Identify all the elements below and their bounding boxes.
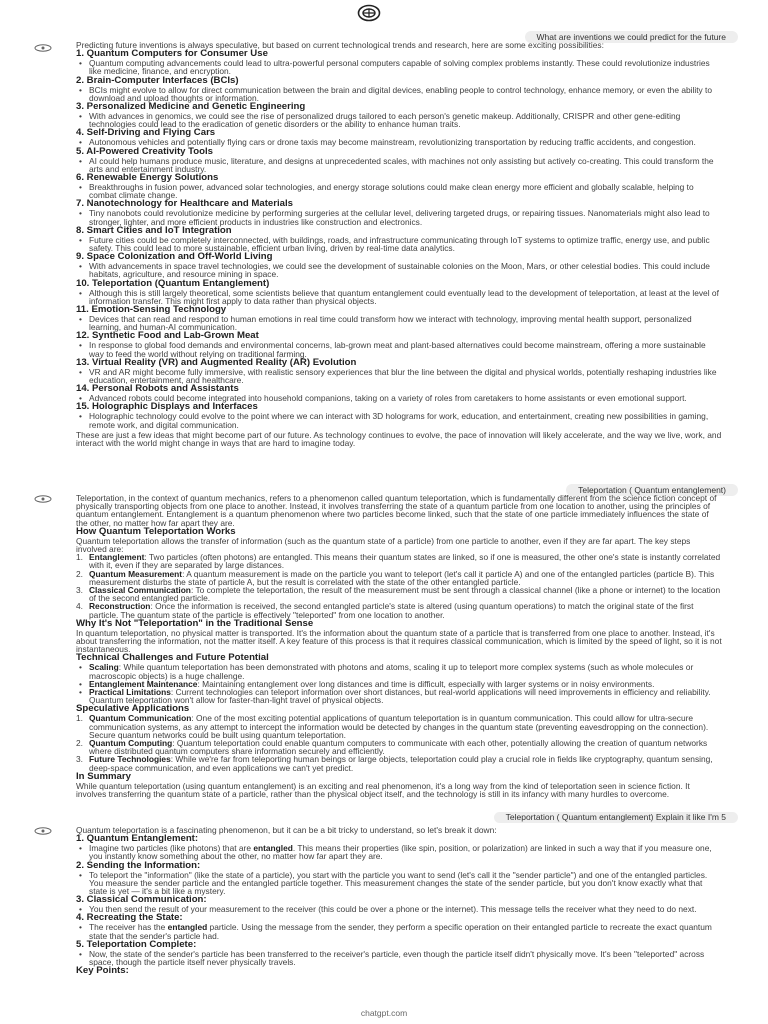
- list-item-heading: 6. Renewable Energy Solutions: [76, 172, 219, 184]
- assistant-avatar-icon: [34, 495, 52, 503]
- item-label: Practical Limitations: [89, 687, 171, 698]
- message-intro: Teleportation, in the context of quantum mechanics, refers to a phenomenon called quantum teleportation, which is fundamentally different from the science fiction concept of physically transporting objects from one place to another. Instead, it involves transferring the state of a quantum particle from one location to another, using the principles of quantum entanglement. Entanglement is a quantum phenomenon where two particles become linked, such that the state of one particle immediately influences the state of the other, no matter how far apart they are.: [76, 493, 717, 528]
- list-item-heading: 11. Emotion-Sensing Technology: [76, 304, 227, 316]
- item-label: Scaling: [89, 662, 119, 673]
- list-item-heading: 9. Space Colonization and Off-World Living: [76, 251, 273, 263]
- step-text-pre: Now, the state of the sender's particle has been transferred to the receiver's particle, even though the particle itself didn't physically move. It's been "teleported" across space, though the particle itself never physically travels.: [89, 948, 705, 968]
- step-text-pre: Imagine two particles (like photons) that are: [89, 843, 254, 854]
- numbered-item: 3. Future Technologies: While we're far from teleporting human beings or large objects, teleportation could play a crucial role in fields like cryptography, quantum sensing, deep-space communication, and even applications we can't yet predict.: [76, 754, 713, 773]
- invention-list: [76, 49, 722, 429]
- item-label: Quantum Communication: [89, 713, 192, 724]
- step-text-post: . This means their properties (like spin, position, or polarization) are linked in such a way that if you measure one, you instantly know something about the other, no matter how far apart they are.: [89, 843, 712, 862]
- assistant-avatar-icon: [34, 44, 52, 52]
- assistant-message: [76, 494, 722, 798]
- list-item-heading: 7. Nanotechnology for Healthcare and Materials: [76, 198, 293, 210]
- assistant-message: [76, 41, 722, 447]
- list-item-text: • In response to global food demands and environmental concerns, lab-grown meat and plant-based alternatives could become mainstream, offering a more sustainable way to feed the world without relying on traditional farming.: [76, 341, 722, 357]
- list-item-heading: 2. Brain-Computer Interfaces (BCIs): [76, 74, 239, 86]
- list-item-heading: 12. Synthetic Food and Lab-Grown Meat: [76, 330, 259, 342]
- numbered-item: 2. Quantum Measurement: A quantum measurement is made on the particle you want to teleport (let's call it particle A) and one of the entangled particles (particle B). This measurement disturbs the state of particle A, but the result is correlated with the state of the other entangled particle.: [76, 568, 715, 587]
- step-heading: 3. Classical Communication:: [76, 894, 207, 906]
- section-heading: Technical Challenges and Future Potential: [76, 652, 269, 664]
- openai-logo-icon: [357, 4, 381, 22]
- step-text-post: particle. Using the message from the sender, they perform a specific operation on their entangled particle to recreate the exact quantum state that the sender's particle had.: [89, 922, 712, 941]
- section-heading: Speculative Applications: [76, 703, 190, 715]
- user-message: Teleportation ( Quantum entanglement) Explain it like I'm 5: [494, 812, 738, 823]
- list-item-text: • Advanced robots could become integrated into household companions, taking on a variety of roles from caretakers to home assistants or even emotional support.: [76, 394, 722, 402]
- step-heading: 1. Quantum Entanglement:: [76, 833, 199, 845]
- numbered-item: 2. Quantum Computing: Quantum teleportation could enable quantum computers to communicate with each other, potentially allowing the creation of quantum networks where distributed quantum computers share information securely and efficiently.: [76, 738, 708, 757]
- item-label: Entanglement: [89, 552, 145, 563]
- step-text: [76, 844, 722, 860]
- step-heading: 5. Teleportation Complete:: [76, 938, 197, 950]
- numbered-item: 1. Quantum Communication: One of the most exciting potential applications of quantum teleportation is in quantum communication. This could allow for ultra-secure communication systems, as any attempt to intercept the information would be detected by changes in the quantum state (preventing eavesdropping on the connection). Secure quantum networks could be built using quantum teleportation.: [76, 713, 709, 740]
- step-heading: 2. Sending the Information:: [76, 859, 201, 871]
- list-item-text: • Autonomous vehicles and potentially flying cars or drone taxis may become mainstream, revolutionizing transportation by reducing traffic accidents, and congestion.: [76, 138, 722, 146]
- list-item-text: • Quantum computing advancements could lead to ultra-powerful personal computers capable of solving complex problems instantly. These could revolutionize industries like medicine, finance, and encryption.: [76, 59, 722, 75]
- item-text: : While quantum teleportation has been demonstrated with photons and atoms, scaling it up to teleport more complex systems (such as whole molecules or macroscopic objects) is a huge challenge.: [89, 662, 694, 681]
- footer-domain: chatgpt.com: [360, 1008, 408, 1018]
- list-item-text: • VR and AR might become fully immersive, with realistic sensory experiences that blur the line between the digital and physical worlds, potentially reshaping industries like education, entertainment, and healthcare.: [76, 368, 722, 384]
- user-message: What are inventions we could predict for the future: [525, 31, 738, 43]
- numbered-item: 4. Reconstruction: Once the information is received, the second entangled particle's state is altered (using quantum operations) to match the original state of the first particle. The quantum state of the particle is effectively "teleported" from one location to another.: [76, 601, 694, 620]
- message-intro: Quantum teleportation is a fascinating phenomenon, but it can be a bit tricky to understand, so let's break it down:: [76, 825, 497, 835]
- section-heading: In Summary: [76, 770, 131, 782]
- item-label: Entanglement Maintenance: [89, 678, 198, 689]
- step-text: [76, 905, 722, 913]
- step-text: [76, 950, 722, 966]
- step-text-pre: The receiver has the: [89, 922, 168, 933]
- step-text-bold: entangled: [167, 922, 208, 933]
- section-lead: While quantum teleportation (using quantum entanglement) is an exciting and real phenomenon, it's a long way from the kind of teleportation seen in science fiction. It involves transferring the quantum state of a particle, rather than the physical object itself, and the technology is still in its infancy with many hurdles to overcome.: [76, 780, 690, 800]
- list-item-text: • Breakthroughs in fusion power, advanced solar technologies, and energy storage solutions could make clean energy more efficient and globally scalable, helping to combat climate change.: [76, 183, 722, 199]
- list-item-text: • Future cities could be completely interconnected, with buildings, roads, and infrastructure communicating through IoT systems to optimize traffic, energy use, and public safety. This could lead to more sustainable, efficient urban living, driven by real-time data analytics.: [76, 236, 722, 252]
- item-label: Quantum Computing: [89, 738, 173, 749]
- assistant-avatar-icon: [34, 827, 52, 835]
- step-heading: 4. Recreating the State:: [76, 912, 183, 924]
- message-intro: Predicting future inventions is always speculative, but based on current technological trends and research, here are some exciting possibilities:: [76, 40, 604, 50]
- item-label: Quantum Measurement: [89, 568, 183, 579]
- message-outro: These are just a few ideas that might become part of our future. As technology continues to evolve, the pace of innovation will likely accelerate, and the way we live, work, and interact with the world might change in ways that are hard to imagine today.: [76, 429, 722, 449]
- list-item-text: • Although this is still largely theoretical, some scientists believe that quantum entanglement could eventually lead to the development of teleportation, at least at the level of information transfer. This might first apply to data rather than physical objects.: [76, 289, 722, 305]
- item-text: : Quantum teleportation could enable quantum computers to communicate with each other, potentially allowing the creation of quantum networks where distributed quantum computers share information securely and efficiently.: [89, 738, 708, 757]
- section-heading: How Quantum Teleportation Works: [76, 525, 236, 537]
- item-text: : A quantum measurement is made on the particle you want to teleport (let's call it particle A) and one of the entangled particles (particle B). This measurement disturbs the state of particle A, but the result is correlated with the state of the other entangled particle.: [89, 568, 715, 587]
- section-lead: Quantum teleportation allows the transfer of information (such as the quantum state of a particle) from one particle to another, even if they are far apart. The key steps involved are:: [76, 535, 691, 555]
- list-item-heading: 15. Holographic Displays and Interfaces: [76, 401, 258, 413]
- item-text: : Current technologies can teleport information over short distances, but real-world applications will need improvements in efficiency and reliability. Quantum teleportation won't allow for faster-than-light travel of physical objects.: [89, 687, 711, 706]
- item-text: : To complete the teleportation, the result of the measurement must be sent through a classical channel (like a phone or internet) to the location of the second entangled particle.: [89, 585, 721, 604]
- item-label: Future Technologies: [89, 754, 171, 765]
- list-item-heading: 13. Virtual Reality (VR) and Augmented Reality (AR) Evolution: [76, 356, 357, 368]
- list-item-text: • Tiny nanobots could revolutionize medicine by performing surgeries at the cellular level, delivering targeted drugs, or repairing tissues. Nanomaterials might also lead to stronger, lighter, and more efficient products in industries like construction and electronics.: [76, 209, 722, 225]
- section-heading: Why It's Not "Teleportation" in the Traditional Sense: [76, 617, 314, 629]
- numbered-item: 3. Classical Communication: To complete the teleportation, the result of the measurement must be sent through a classical channel (like a phone or internet) to the location of the second entangled particle.: [76, 585, 721, 604]
- list-item-text: • BCIs might evolve to allow for direct communication between the brain and digital devices, enabling people to control technology, enhance memory, or even the ability to download and upload thoughts or information.: [76, 86, 722, 102]
- list-item-heading: 8. Smart Cities and IoT Integration: [76, 224, 232, 236]
- list-item-text: • With advancements in space travel technologies, we could see the development of sustainable colonies on the Moon, Mars, or other celestial bodies. This could include habitats, agriculture, and resource mining in space.: [76, 262, 722, 278]
- item-label: Reconstruction: [89, 601, 151, 612]
- item-text: : Once the information is received, the second entangled particle's state is altered (using quantum operations) to match the original state of the first particle. The quantum state of the particle is effectively "teleported" from one location to another.: [89, 601, 694, 620]
- closing-heading: Key Points:: [76, 965, 129, 977]
- numbered-item: 1. Entanglement: Two particles (often photons) are entangled. This means their quantum states are linked, so if one is measured, the other one's state is instantly correlated with it, even if they are separated by large distances.: [76, 552, 721, 571]
- assistant-message: [76, 826, 722, 976]
- item-text: : Maintaining entanglement over long distances and time is difficult, especially with larger systems or in noisy environments.: [197, 678, 655, 689]
- list-item-heading: 5. AI-Powered Creativity Tools: [76, 145, 214, 157]
- step-text-bold: entangled: [253, 843, 293, 854]
- list-item-heading: 3. Personalized Medicine and Genetic Engineering: [76, 101, 306, 113]
- bullet-item: [76, 688, 722, 704]
- step-text: [76, 923, 722, 939]
- list-item-heading: 4. Self-Driving and Flying Cars: [76, 127, 216, 139]
- list-item-heading: 10. Teleportation (Quantum Entanglement): [76, 277, 270, 289]
- item-text: : One of the most exciting potential applications of quantum teleportation is in quantum communication. This could allow for ultra-secure communication systems, as any attempt to intercept the information would be detected by changes in the quantum state (preventing eavesdropping on the connection). Secure quantum networks could be built using quantum teleportation.: [89, 713, 709, 740]
- item-label: Classical Communication: [89, 585, 191, 596]
- step-text-pre: You then send the result of your measurement to the receiver (this could be over a phone or the internet). This message tells the receiver what they need to do next.: [89, 904, 697, 915]
- list-item-text: • Holographic technology could evolve to the point where we can interact with 3D holograms for work, education, and entertainment, creating new possibilities in gaming, remote work, and digital communication.: [76, 412, 722, 428]
- item-text: : While we're far from teleporting human beings or large objects, teleportation could play a crucial role in fields like cryptography, quantum sensing, deep-space communication, and even applications we can't yet predict.: [89, 754, 713, 773]
- list-item-text: • With advances in genomics, we could see the rise of personalized drugs tailored to each person's genetic makeup. Additionally, CRISPR and other gene-editing technologies could lead to the eradication of genetic disorders or the ability to enhance human traits.: [76, 112, 722, 128]
- user-message: Teleportation ( Quantum entanglement): [566, 484, 738, 496]
- step-text: [76, 871, 722, 896]
- list-item-heading: 14. Personal Robots and Assistants: [76, 383, 239, 395]
- item-text: : Two particles (often photons) are entangled. This means their quantum states are linked, so if one is measured, the other one's state is instantly correlated with it, even if they are separated by large distances.: [89, 552, 721, 571]
- step-text-pre: To teleport the "information" (like the state of a particle), you start with the particle you want to send (let's call it the "sender particle") and one of the entangled particles. You measure the sender particle and the entangled particle together. This measurement changes the state of the sender particle, but you don't know exactly what that state is yet — it's a bit like a mystery.: [89, 869, 708, 897]
- list-item-text: • AI could help humans produce music, literature, and designs at unprecedented scales, with machines not only assisting but actively co-creating. This could transform the arts and entertainment industry.: [76, 157, 722, 173]
- bullet-item: [76, 663, 722, 679]
- list-item-heading: 1. Quantum Computers for Consumer Use: [76, 48, 268, 60]
- list-item-text: • Devices that can read and respond to human emotions in real time could transform how we interact with technology, improving mental health support, personalized learning, and human-AI communication.: [76, 315, 722, 331]
- section-lead: In quantum teleportation, no physical matter is transported. It's the information about the quantum state of a particle that is transferred from one place to another. Instead, it's about transferring the information, not the matter itself. A key feature of this process is that it requires classical communication, which is limited by the speed of light, so it is not instantaneous.: [76, 627, 722, 655]
